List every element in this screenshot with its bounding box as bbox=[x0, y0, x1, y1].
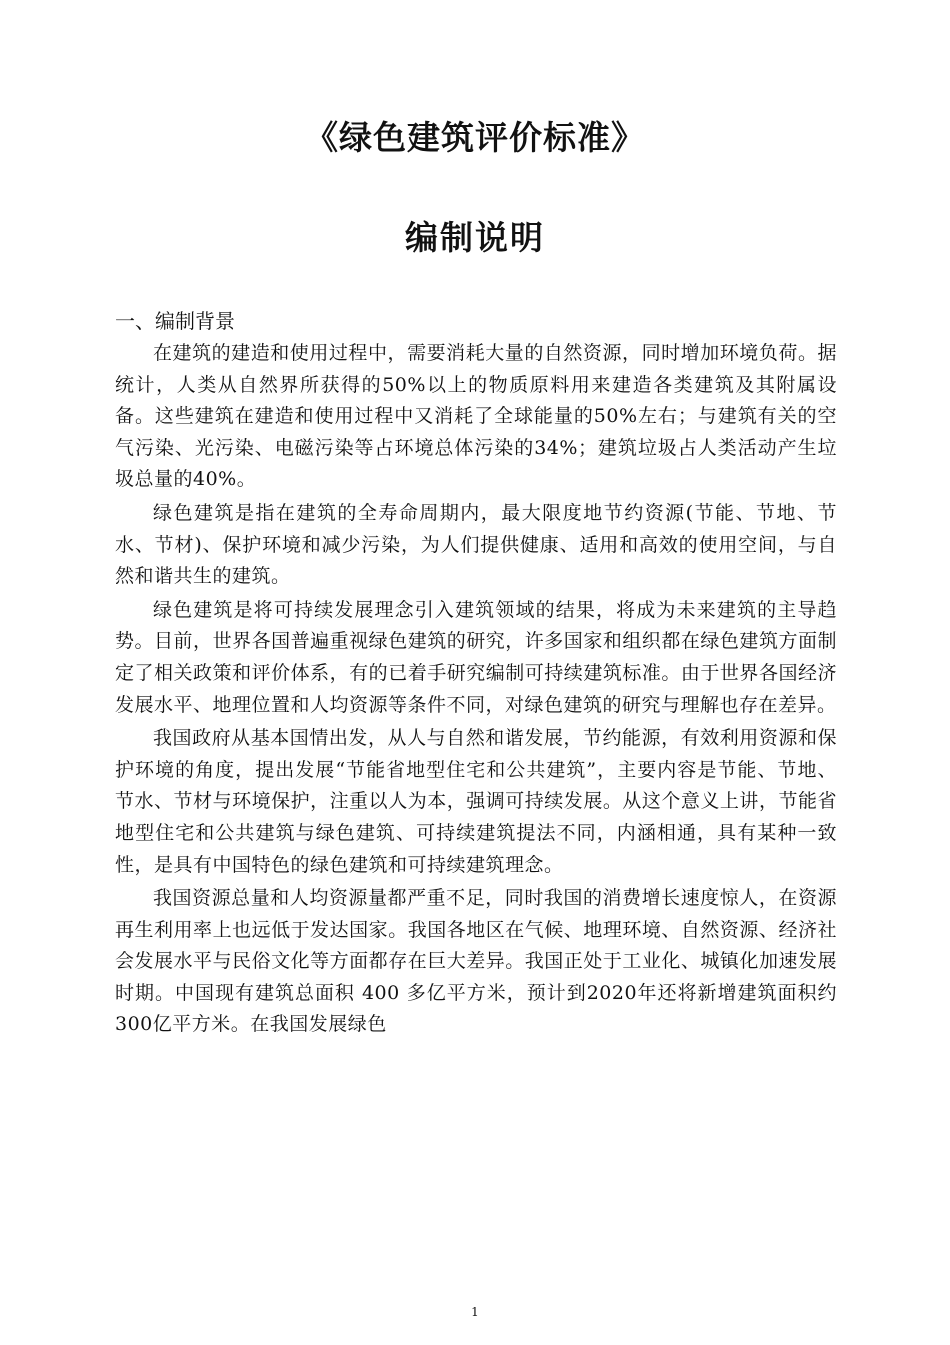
paragraph-4: 我国政府从基本国情出发，从人与自然和谐发展，节约能源，有效利用资源和保护环境的角度，提出发展“节能省地型住宅和公共建筑”，主要内容是节能、节地、节水、节材与环境保护，注重以人为本，强调可持续发展。从这个意义上讲，节能省地型住宅和公共建筑与绿色建筑、可持续建筑提法不同，内涵相通，具有某种一致性，是具有中国特色的绿色建筑和可持续建筑理念。 bbox=[115, 727, 837, 876]
document-subtitle: 编制说明 bbox=[405, 218, 545, 257]
document-body bbox=[115, 305, 837, 1041]
paragraph-5: 我国资源总量和人均资源量都严重不足，同时我国的消费增长速度惊人，在资源再生利用率上也远低于发达国家。我国各地区在气候、地理环境、自然资源、经济社会发展水平与民俗文化等方面都存在巨大差异。我国正处于工业化、城镇化加速发展时期。中国现有建筑总面积 400 多亿平方米，预计到2020年还将新增建筑面积约300亿平方米。在我国发展绿色 bbox=[115, 887, 837, 1036]
section-heading: 一、编制背景 bbox=[115, 309, 235, 333]
page-number: 1 bbox=[471, 1305, 479, 1319]
paragraph-3: 绿色建筑是将可持续发展理念引入建筑领域的结果，将成为未来建筑的主导趋势。目前，世界各国普遍重视绿色建筑的研究，许多国家和组织都在绿色建筑方面制定了相关政策和评价体系，有的已着手研究编制可持续建筑标准。由于世界各国经济发展水平、地理位置和人均资源等条件不同，对绿色建筑的研究与理解也存在差异。 bbox=[115, 598, 837, 716]
document-title: 《绿色建筑评价标准》 bbox=[305, 118, 645, 157]
paragraph-1: 在建筑的建造和使用过程中，需要消耗大量的自然资源，同时增加环境负荷。据统计，人类从自然界所获得的50%以上的物质原料用来建造各类建筑及其附属设备。这些建筑在建造和使用过程中又消耗了全球能量的50%左右；与建筑有关的空气污染、光污染、电磁污染等占环境总体污染的34%；建筑垃圾占人类活动产生垃圾总量的40%。 bbox=[115, 342, 837, 491]
paragraph-2: 绿色建筑是指在建筑的全寿命周期内，最大限度地节约资源(节能、节地、节水、节材)、保护环境和减少污染，为人们提供健康、适用和高效的使用空间，与自然和谐共生的建筑。 bbox=[115, 501, 837, 588]
